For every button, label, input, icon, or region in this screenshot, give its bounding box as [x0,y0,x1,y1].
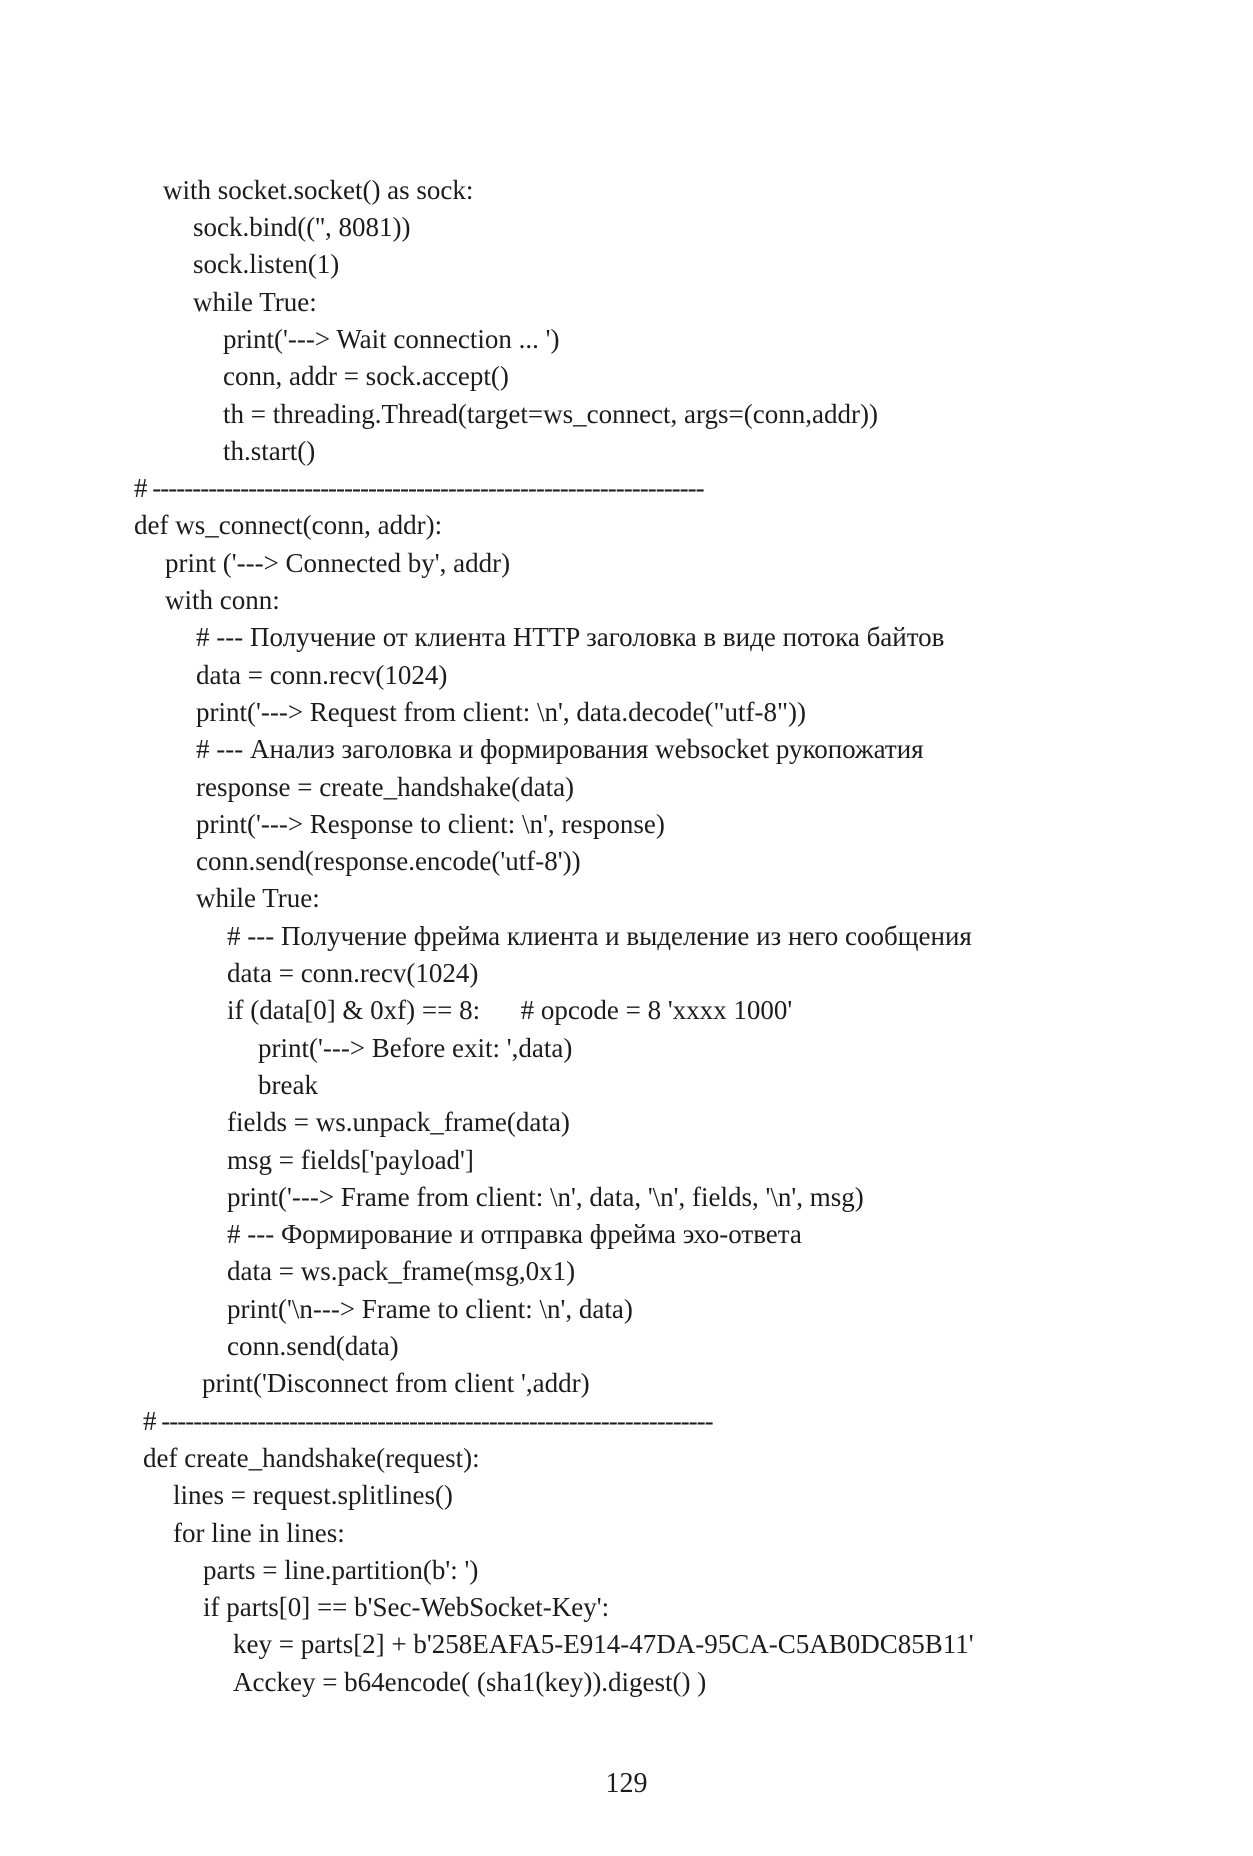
code-comment: # --- Получение фрейма клиента и выделение из него сообщения [227,921,972,951]
code-line: print('---> Frame from client: \n', data, '\n', fields, '\n', msg) [227,1182,864,1212]
code-line: print ('---> Connected by', addr) [165,548,511,578]
code-line: conn.send(response.encode('utf-8')) [196,846,581,876]
code-line: print('Disconnect from client ',addr) [202,1368,590,1398]
code-comment: # --- Анализ заголовка и формирования websocket рукопожатия [196,734,924,764]
code-line: data = conn.recv(1024) [227,958,479,988]
code-line: data = ws.pack_frame(msg,0x1) [227,1256,576,1286]
code-line: th = threading.Thread(target=ws_connect, args=(conn,addr)) [223,399,878,429]
code-line: while True: [193,287,317,317]
code-line: key = parts[2] + b'258EAFA5-E914-47DA-95CA-C5AB0DC85B11' [233,1629,974,1659]
code-line: lines = request.splitlines() [173,1480,453,1510]
code-line: def ws_connect(conn, addr): [134,510,443,540]
code-comment: # --- Формирование и отправка фрейма эхо-ответа [227,1219,802,1249]
page-number: 129 [605,1768,648,1799]
code-line: def create_handshake(request): [143,1443,480,1473]
code-line: if parts[0] == b'Sec-WebSocket-Key': [203,1592,610,1622]
code-line: print('---> Before exit: ',data) [258,1033,573,1063]
code-line: data = conn.recv(1024) [196,660,448,690]
code-line: break [258,1070,318,1100]
code-line: parts = line.partition(b': ') [203,1555,479,1585]
code-line: with socket.socket() as sock: [163,175,474,205]
code-line: print('---> Request from client: \n', data.decode("utf-8")) [196,697,807,727]
code-line: msg = fields['payload'] [227,1145,474,1175]
separator-comment: # --------------------------------------------------------------------- [134,473,704,503]
code-line: Acckey = b64encode( (sha1(key)).digest() ) [233,1667,707,1697]
code-line: with conn: [165,585,280,615]
code-line: fields = ws.unpack_frame(data) [227,1107,570,1137]
code-line: for line in lines: [173,1518,345,1548]
separator-comment: # --------------------------------------------------------------------- [143,1406,713,1436]
code-line: if (data[0] & 0xf) == 8: # opcode = 8 'xxxx 1000' [227,995,793,1025]
code-line: print('---> Wait connection ... ') [223,324,560,354]
code-line: print('---> Response to client: \n', response) [196,809,665,839]
code-line: sock.bind(('', 8081)) [193,212,411,242]
code-line: conn, addr = sock.accept() [223,361,509,391]
code-line: print('\n---> Frame to client: \n', data) [227,1294,633,1324]
code-line: sock.listen(1) [193,249,340,279]
code-line: conn.send(data) [227,1331,399,1361]
code-line: response = create_handshake(data) [196,772,575,802]
code-line: while True: [196,883,320,913]
code-comment: # --- Получение от клиента HTTP заголовка в виде потока байтов [196,622,945,652]
code-line: th.start() [223,436,316,466]
